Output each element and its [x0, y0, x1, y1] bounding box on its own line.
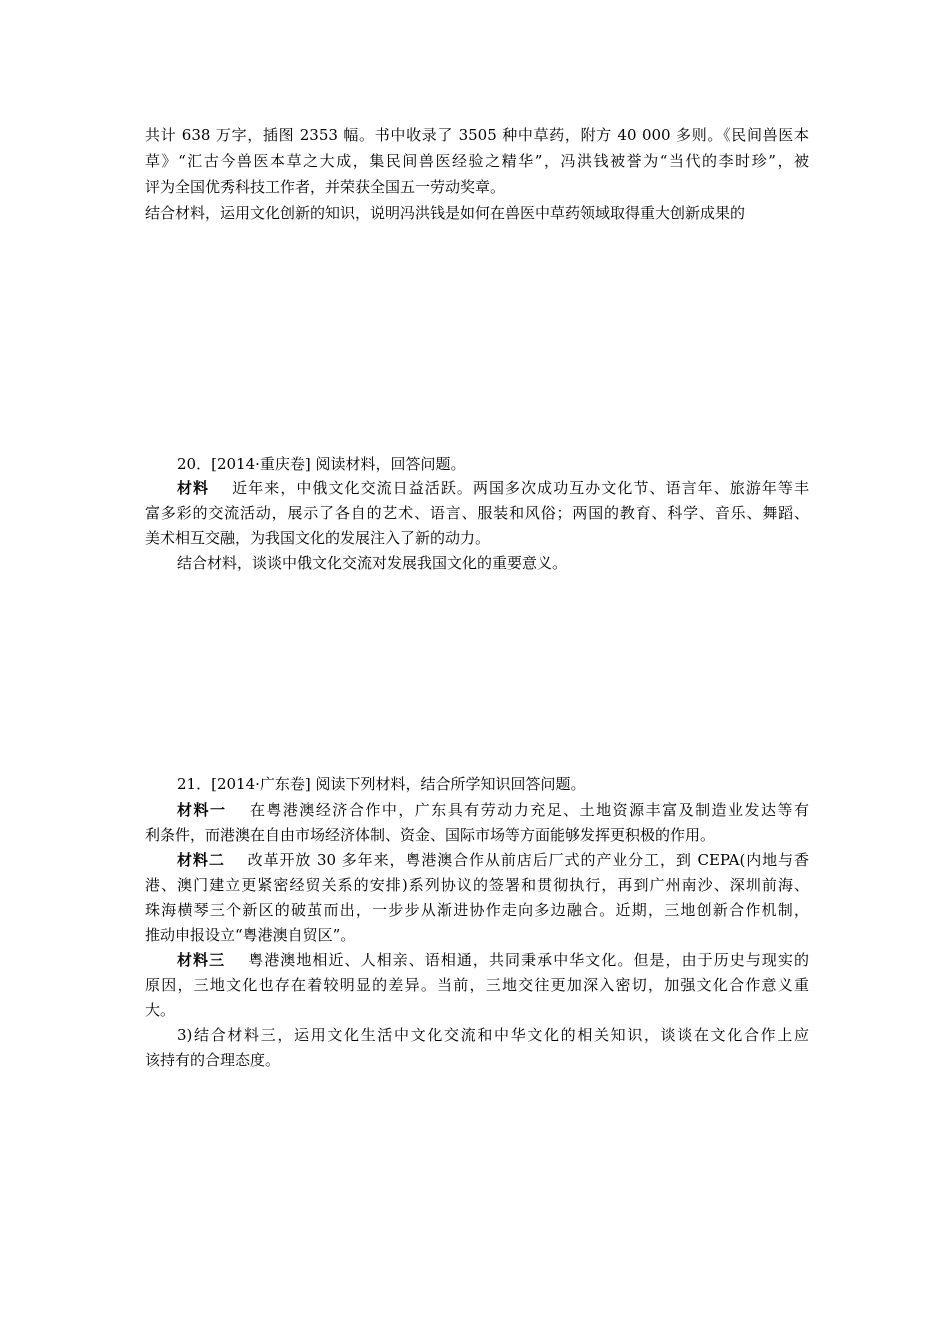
material-label: 材料二: [177, 851, 225, 869]
material-paragraph: [177, 477, 809, 499]
material-paragraph: [177, 949, 809, 971]
material-text: 近年来，中俄文化交流日益活跃。两国多次成功互办文化节、语言年、旅游年等丰: [231, 479, 809, 497]
paragraph-line: 美术相互交融，为我国文化的发展注入了新的动力。: [145, 529, 491, 547]
paragraph-line: 利条件，而港澳在自由市场经济体制、资金、国际市场等方面能够发挥更积极的作用。: [145, 826, 716, 844]
question-line: 结合材料，谈谈中俄文化交流对发展我国文化的重要意义。: [177, 554, 568, 572]
paragraph-line: 港、澳门建立更紧密经贸关系的安排)系列协议的签署和贯彻执行，再到广州南沙、深圳前海、: [145, 876, 809, 894]
material-paragraph: [177, 799, 809, 821]
material-paragraph: [177, 849, 809, 871]
paragraph-line: 评为全国优秀科技工作者，并荣获全国五一劳动奖章。: [145, 178, 506, 196]
paragraph-line: 推动申报设立“粤港澳自贸区”。: [145, 926, 356, 944]
paragraph-line: 珠海横琴三个新区的破茧而出，一步步从渐进协作走向多边融合。近期，三地创新合作机制，: [145, 901, 809, 919]
material-text: 改革开放 30 多年来，粤港澳合作从前店后厂式的产业分工，到 CEPA(内地与香: [246, 851, 809, 869]
paragraph-line: 草》“汇古今兽医本草之大成，集民间兽医经验之精华”，冯洪钱被誉为“当代的李时珍”，被: [145, 152, 809, 170]
question-line: 结合材料，运用文化创新的知识，说明冯洪钱是如何在兽医中草药领域取得重大创新成果的: [145, 204, 746, 222]
paragraph-line: 富多彩的交流活动，展示了各自的艺术、语言、服装和风俗；两国的教育、科学、音乐、舞蹈、: [145, 504, 809, 522]
material-text: 在粤港澳经济合作中，广东具有劳动力充足、土地资源丰富及制造业发达等有: [248, 801, 809, 819]
material-label: 材料一: [177, 801, 227, 819]
material-text: 粤港澳地相近、人相亲、语相通，共同秉承中华文化。但是，由于历史与现实的: [247, 951, 809, 969]
paragraph-line: 原因，三地文化也存在着较明显的差异。当前，三地交往更加深入密切，加强文化合作意义重: [145, 976, 809, 994]
material-label: 材料: [177, 479, 210, 497]
paragraph-line: 共计 638 万字，插图 2353 幅。书中收录了 3505 种中草药，附方 40 000 多则。《民间兽医本: [145, 126, 809, 144]
question-line: 该持有的合理态度。: [145, 1051, 281, 1069]
material-label: 材料三: [177, 951, 226, 969]
paragraph-line: 大。: [145, 1001, 176, 1019]
question-line: 3)结合材料三，运用文化生活中文化交流和中华文化的相关知识，谈谈在文化合作上应: [177, 1026, 809, 1044]
question-heading-20: 20．[2014·重庆卷] 阅读材料，回答问题。: [177, 455, 466, 473]
question-heading-21: 21．[2014·广东卷] 阅读下列材料，结合所学知识回答问题。: [177, 775, 586, 793]
